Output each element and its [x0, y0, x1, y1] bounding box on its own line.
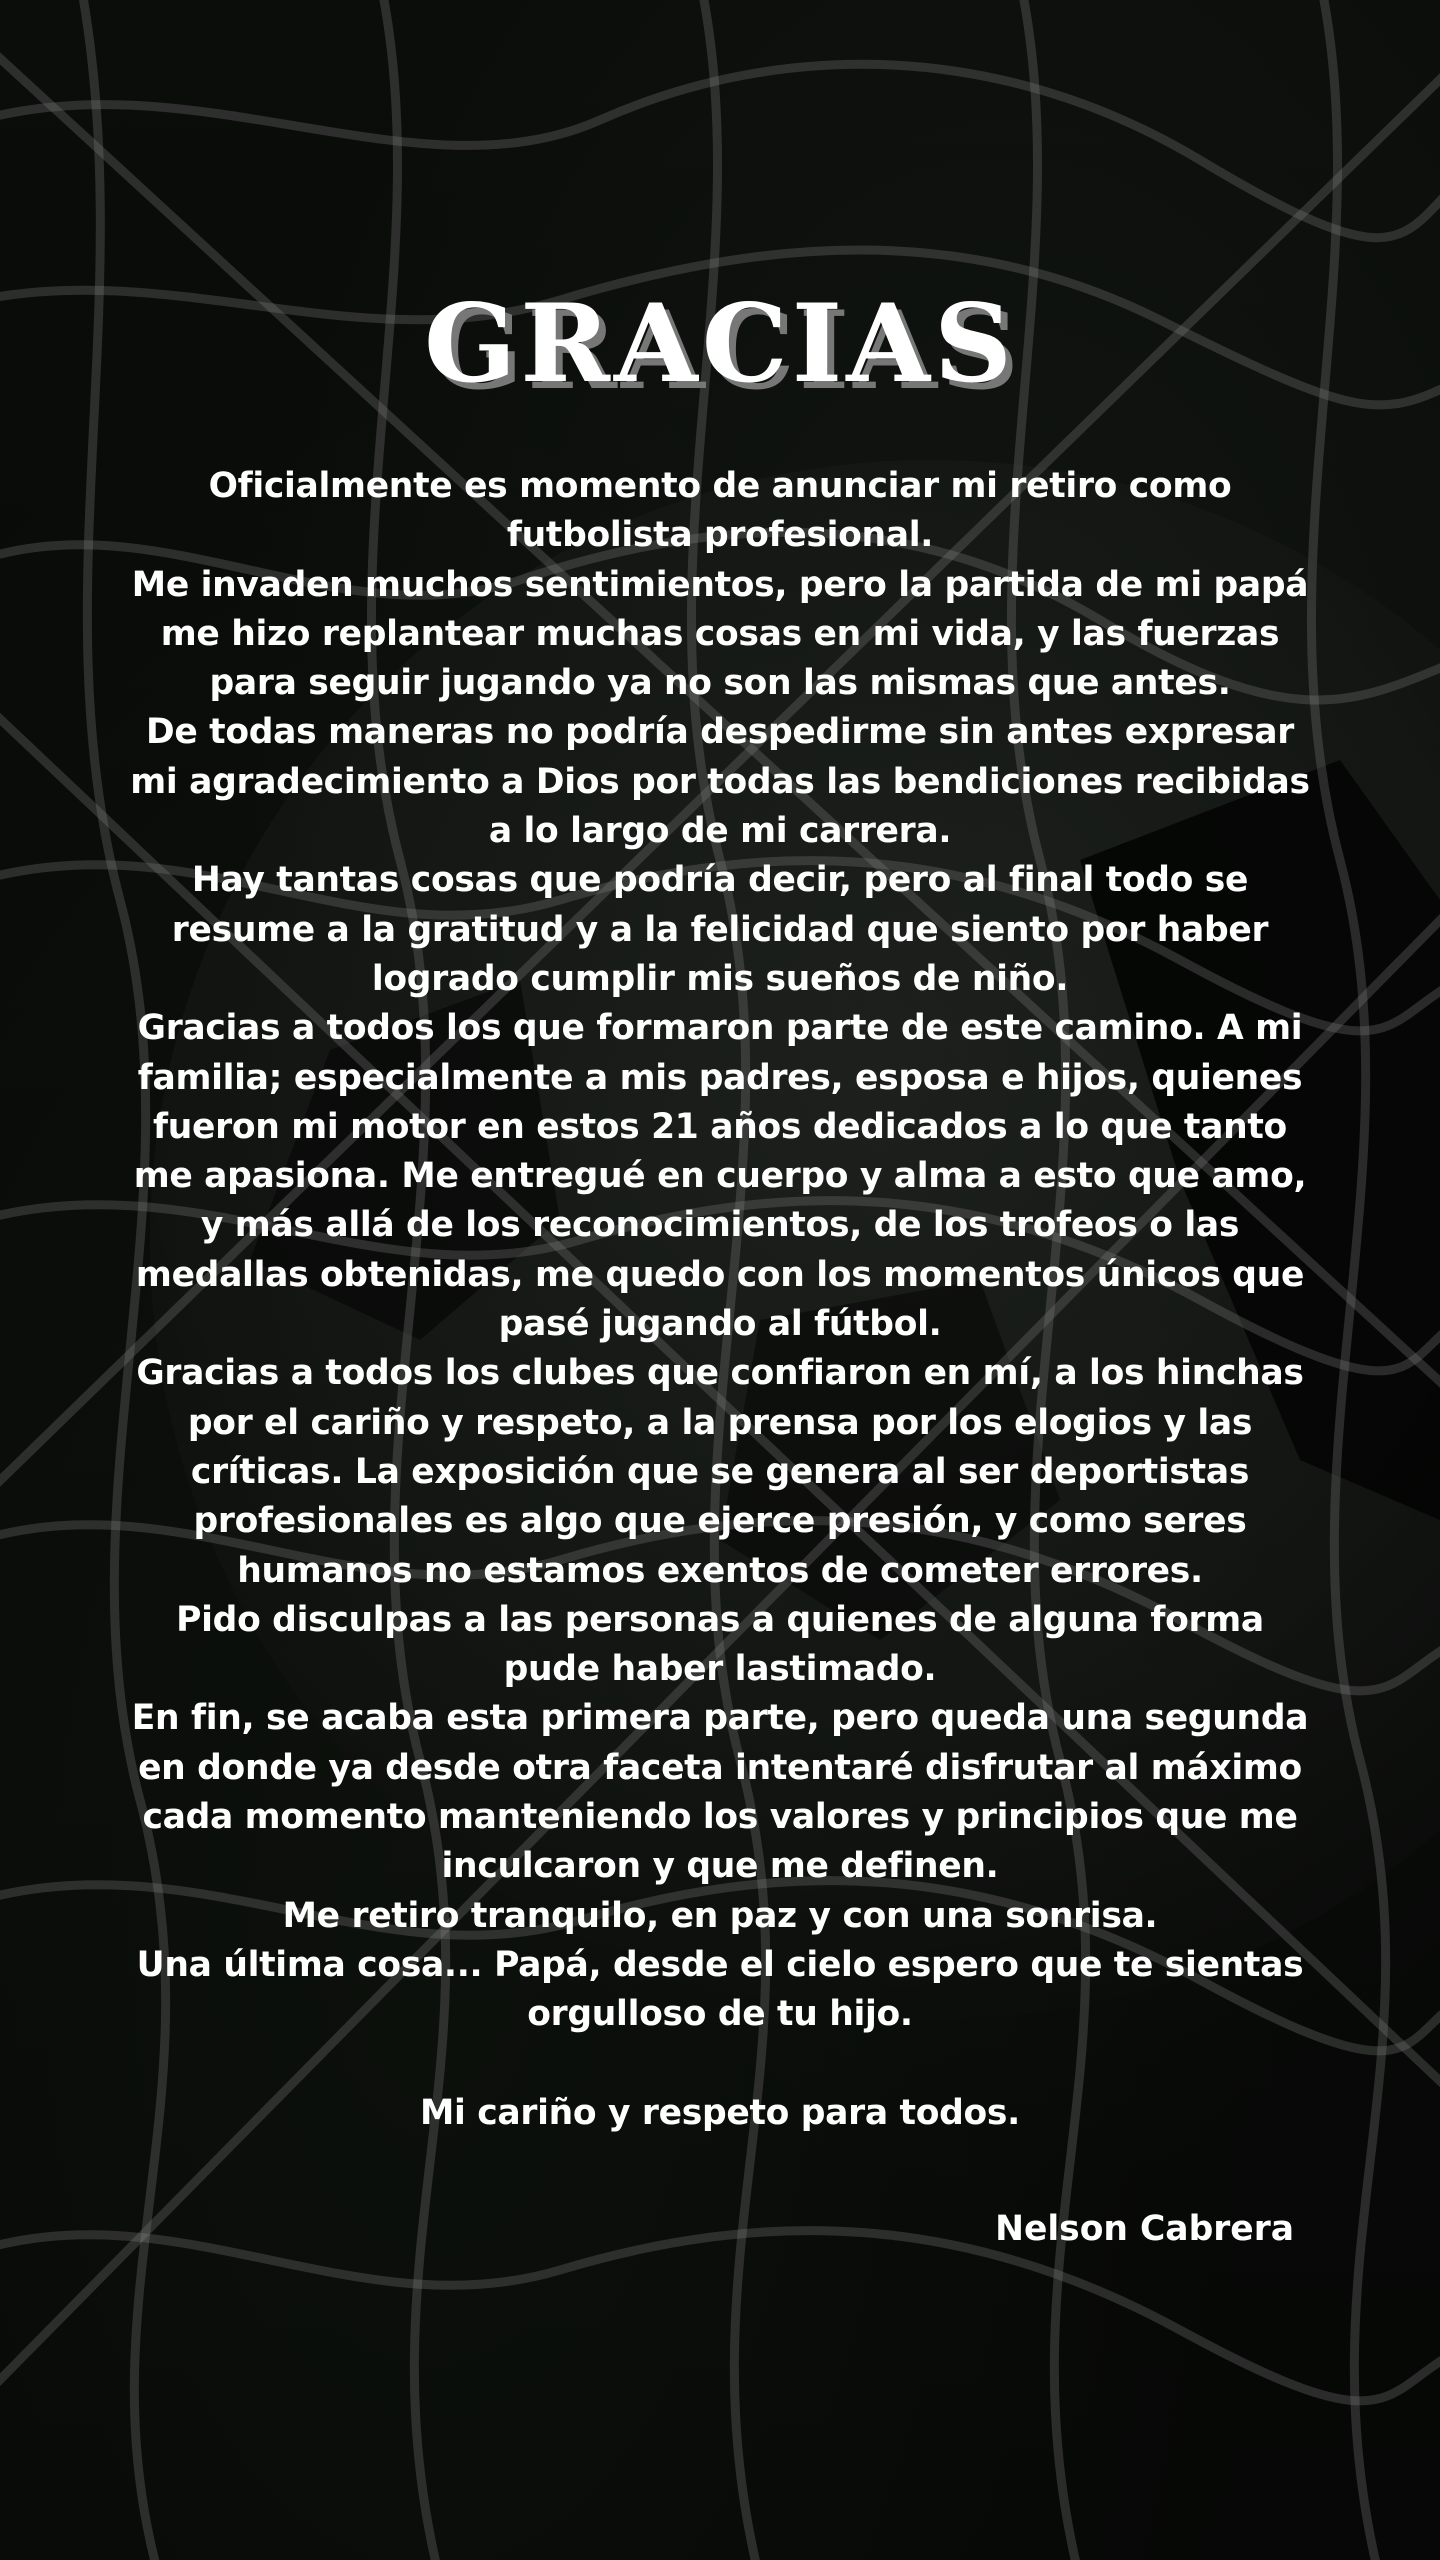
paragraph: Pido disculpas a las personas a quienes de alguna forma pude haber lastimado. [176, 1599, 1264, 1690]
paragraph: Me invaden muchos sentimientos, pero la partida de mi papá me hizo replantear muchas cosas en mi vida, y las fuerzas para seguir jugando ya no son las mismas que antes. [131, 564, 1309, 704]
signature: Nelson Cabrera [995, 2209, 1294, 2249]
paragraph: En fin, se acaba esta primera parte, pero queda una segunda en donde ya desde otra faceta intentaré disfrutar al máximo cada momento manteniendo los valores y principios que me inculcaron y que me definen. [131, 1698, 1309, 1887]
letter-title: GRACIAS [423, 281, 1017, 407]
paragraph: Hay tantas cosas que podría decir, pero al final todo se resume a la gratitud y a la felicidad que siento por haber logrado cumplir mis sueños de niño. [171, 860, 1269, 999]
paragraph: Me retiro tranquilo, en paz y con una sonrisa. [282, 1895, 1158, 1936]
paragraph: Una última cosa... Papá, desde el cielo espero que te sientas orgulloso de tu hijo. [136, 1944, 1304, 2035]
paragraph: Oficialmente es momento de anunciar mi retiro como futbolista profesional. [208, 466, 1232, 556]
closing-line: Mi cariño y respeto para todos. [420, 2092, 1020, 2133]
paragraph: Gracias a todos los clubes que confiaron en mí, a los hinchas por el cariño y respeto, a la prensa por los elogios y las críticas. La exposición que se genera al ser deportistas profesionales es algo que ejerce presión, y como seres humanos no estamos exentos de cometer errores. [136, 1353, 1304, 1591]
paragraph-spacer [130, 2040, 1310, 2089]
paragraph: De todas maneras no podría despedirme sin antes expresar mi agradecimiento a Dios por todas las bendiciones recibidas a lo largo de mi carrera. [130, 712, 1310, 852]
paragraph: Gracias a todos los que formaron parte de este camino. A mi familia; especialmente a mis padres, esposa e hijos, quienes fueron mi motor en estos 21 años dedicados a lo que tanto me apasiona. Me entregué en cuerpo y alma a esto que amo, y más allá de los reconocimientos, de los trofeos o las medallas obtenidas, me quedo con los momentos únicos que pasé jugando al fútbol. [133, 1008, 1307, 1345]
letter-body [130, 462, 1310, 2138]
